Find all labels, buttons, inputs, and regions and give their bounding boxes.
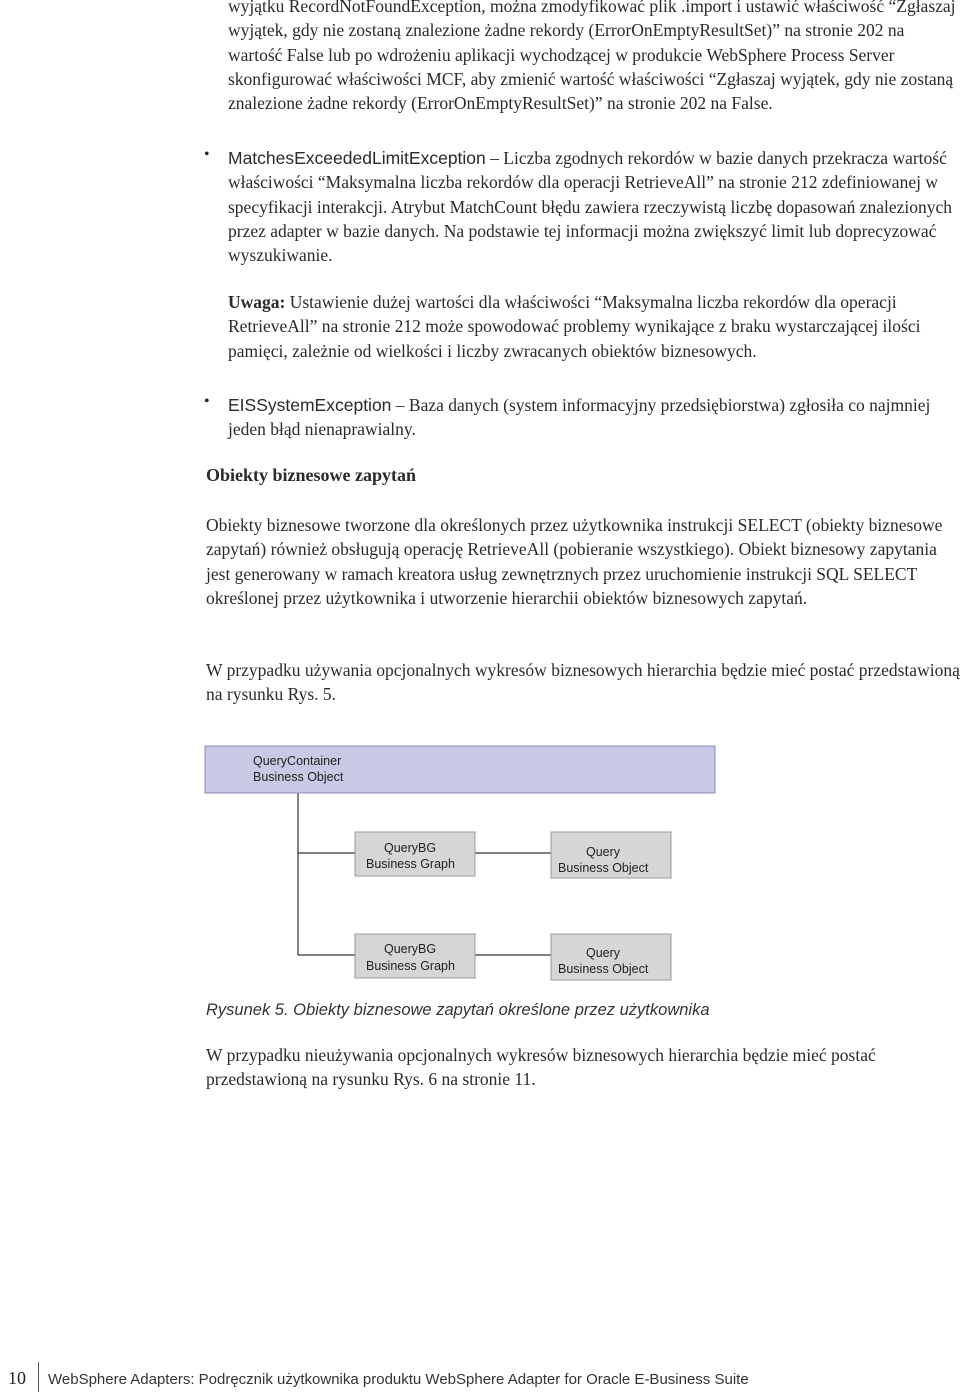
bg1-label-1: QueryBG	[384, 841, 437, 855]
note-label: Uwaga:	[228, 292, 286, 312]
exception-term: EISSystemException	[228, 395, 392, 415]
query-bg-node-1	[355, 832, 475, 876]
query-bo-node-2	[551, 934, 671, 980]
paragraph-query-bo: Obiekty biznesowe tworzone dla określonych przez użytkownika instrukcji SELECT (obiekty biznesowe zapytań) również obsługują operację RetrieveAll (pobieranie wszystkiego). Obiekt biznesowy zapytania jest generowany w ramach kreatora usług zewnętrznych przez uruchomienie instrukcji SQL SELECT określonej przez użytkownika i utworzenie hierarchii obiektów biznesowych zapytań.	[206, 515, 943, 608]
container-label-1: QueryContainer	[253, 754, 342, 768]
query-bo-node-1	[551, 832, 671, 878]
bullet-matches-exceeded	[228, 146, 960, 267]
paragraph-optional-graphs: W przypadku używania opcjonalnych wykresów biznesowych hierarchia będzie mieć postać przedstawioną na rysunku Rys. 5.	[206, 660, 960, 705]
exception-term: MatchesExceededLimitException	[228, 148, 486, 168]
container-label-2: Business Object	[253, 770, 344, 784]
query1-label-1: Query	[586, 845, 621, 859]
query1-label-2: Business Object	[558, 861, 649, 875]
figure-caption: Rysunek 5. Obiekty biznesowe zapytań określone przez użytkownika	[206, 1001, 710, 1019]
bullet-eis-system	[228, 393, 960, 442]
bullet-dot-1: •	[204, 146, 210, 163]
footer-text: WebSphere Adapters: Podręcznik użytkownika produktu WebSphere Adapter for Oracle E-Business Suite	[48, 1371, 749, 1388]
paragraph-no-optional-graphs: W przypadku nieużywania opcjonalnych wykresów biznesowych hierarchia będzie mieć postać przedstawioną na rysunku Rys. 6 na stronie 11.	[206, 1045, 876, 1090]
bg2-label-1: QueryBG	[384, 942, 437, 956]
footer-divider	[38, 1362, 39, 1392]
note-text: Ustawienie dużej wartości dla właściwości “Maksymalna liczba rekordów dla operacji RetrieveAll” na stronie 212 może spowodować problemy wynikające z braku wystarczającej ilości pamięci, zależnie od wielkości i liczby zwracanych obiektów biznesowych.	[228, 292, 921, 361]
query-hierarchy-diagram	[203, 744, 723, 989]
page-number: 10	[8, 1368, 26, 1388]
intro-paragraph	[228, 0, 960, 115]
bg2-label-2: Business Graph	[366, 959, 455, 973]
query2-label-2: Business Object	[558, 962, 649, 976]
note-block	[228, 290, 960, 363]
query-bg-node-2	[355, 934, 475, 978]
section-heading: Obiekty biznesowe zapytań	[206, 465, 417, 485]
term-dash: –	[485, 148, 504, 168]
bullet-text: Baza danych (system informacyjny przedsiębiorstwa) zgłosiła co najmniej jeden błąd nienaprawialny.	[228, 395, 931, 440]
intro-text: wyjątku RecordNotFoundException, można zmodyfikować plik .import i ustawić właściwość “Zgłaszaj wyjątek, gdy nie zostaną znalezione żadne rekordy (ErrorOnEmptyResultSet)” na stronie 202 na wartość False lub po wdrożeniu aplikacji wychodzącej w produkcie WebSphere Process Server skonfigurować właściwości MCF, aby zmienić wartość właściwości “Zgłaszaj wyjątek, gdy nie zostaną znalezione żadne rekordy (ErrorOnEmptyResultSet)” na stronie 202 na False.	[228, 0, 956, 114]
bg1-label-2: Business Graph	[366, 857, 455, 871]
page-footer	[0, 1362, 960, 1392]
bullet-text: Liczba zgodnych rekordów w bazie danych przekracza wartość właściwości “Maksymalna liczba rekordów dla operacji RetrieveAll” na stronie 212 zdefiniowanej w specyfikacji interakcji. Atrybut MatchCount błędu zawiera rzeczywistą liczbę dopasowań znalezionych przez adapter w bazie danych. Na podstawie tej informacji można zwiększyć limit lub doprecyzować wyszukiwanie.	[228, 148, 953, 266]
query-container-node	[205, 746, 715, 793]
term-dash: –	[391, 395, 409, 415]
bullet-dot-2: •	[204, 393, 210, 410]
query2-label-1: Query	[586, 946, 621, 960]
